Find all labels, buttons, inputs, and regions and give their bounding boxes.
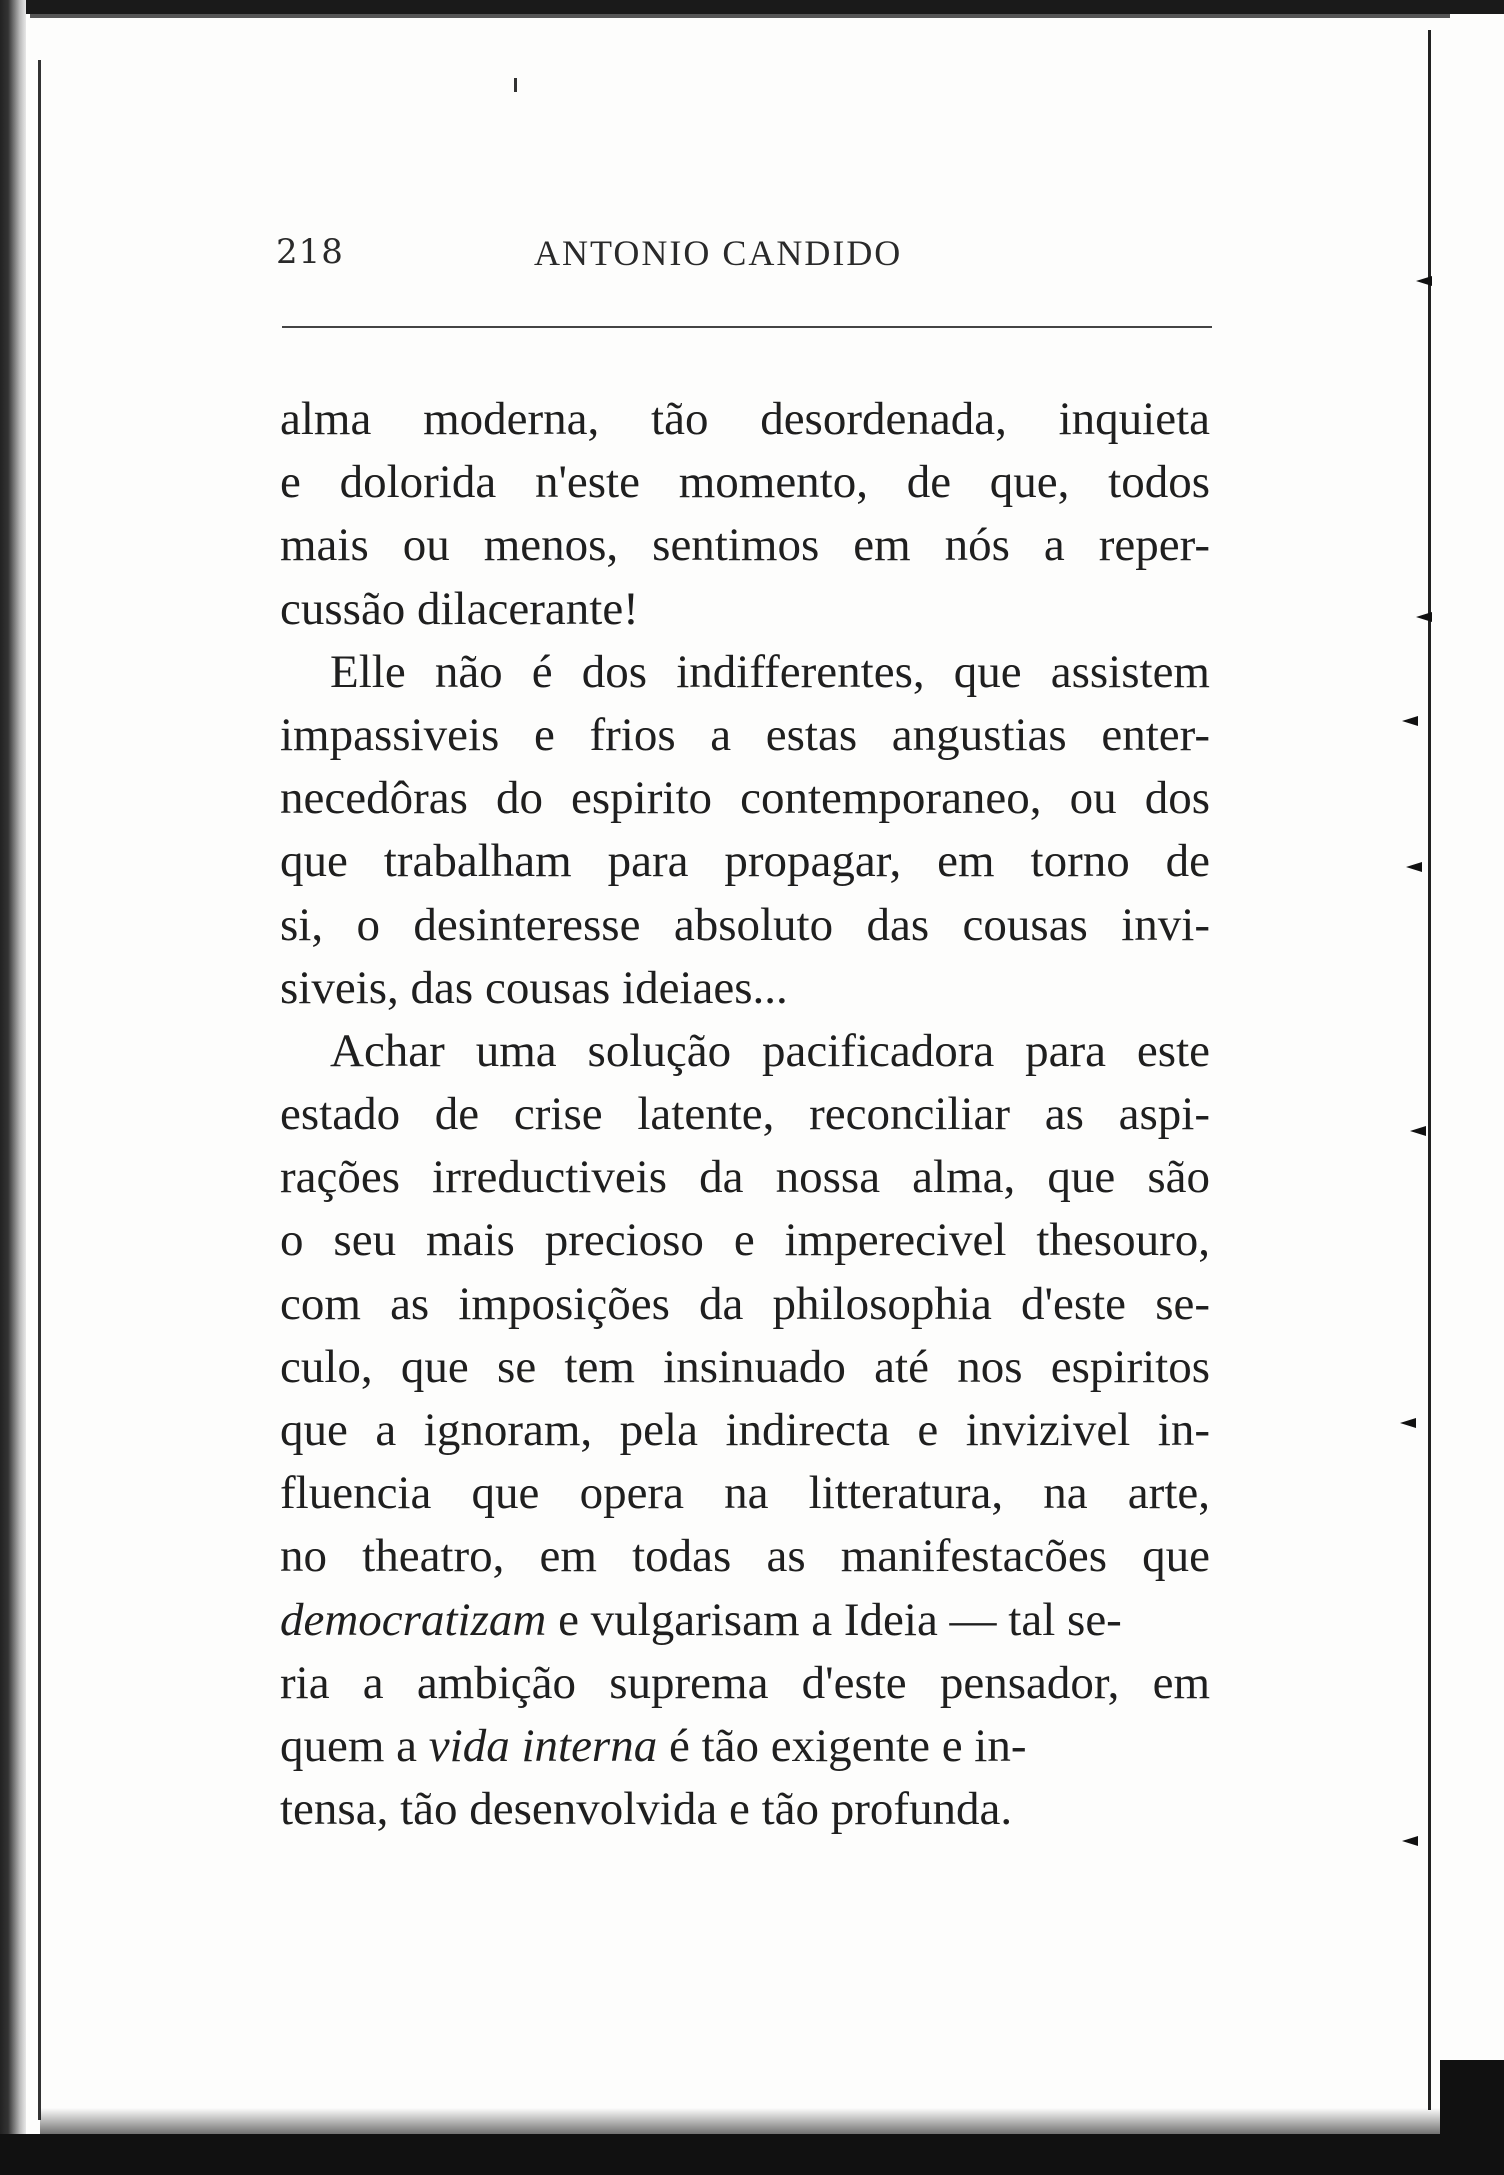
text-line: estado de crise latente, reconciliar as aspi-: [280, 1088, 1210, 1141]
text-line: impassiveis e frios a estas angustias enter-: [280, 708, 1210, 761]
header-rule: [282, 326, 1212, 328]
text-line: mais ou menos, sentimos em nós a reper-: [280, 519, 1210, 572]
text-line: que trabalham para propagar, em torno de: [280, 835, 1210, 888]
scan-edge-bottom: [0, 2134, 1504, 2175]
scan-edge-left: [0, 0, 26, 2175]
text-line: no theatro, em todas as manifestacões que: [280, 1530, 1210, 1583]
text-line: com as imposições da philosophia d'este se-: [280, 1277, 1210, 1330]
text-line: culo, que se tem insinuado até nos espiritos: [280, 1340, 1210, 1393]
scan-edge-corner: [1440, 2060, 1504, 2140]
margin-mark: [1400, 1418, 1416, 1428]
margin-mark: [1402, 716, 1418, 726]
text-run: quem a: [280, 1719, 429, 1772]
scan-speck: [514, 78, 517, 92]
margin-mark: [1410, 1126, 1426, 1136]
scan-edge-right-line: [1428, 30, 1431, 2110]
text-line: fluencia que opera na litteratura, na arte,: [280, 1467, 1210, 1520]
italic-term: democratizam: [280, 1593, 547, 1646]
text-line: si, o desinteresse absoluto das cousas invi-: [280, 898, 1210, 951]
scan-edge-left-line: [38, 60, 41, 2120]
scan-edge-top-line: [30, 14, 1450, 18]
text-line: cussão dilacerante!: [280, 582, 639, 635]
margin-mark: [1416, 276, 1432, 286]
text-line: alma moderna, tão desordenada, inquieta: [280, 393, 1210, 445]
text-run: é tão exigente e in-: [657, 1719, 1027, 1772]
page-number: 218: [276, 232, 344, 272]
text-run: e vulgarisam a Ideia — tal se-: [546, 1593, 1122, 1646]
text-line: Elle não é dos indifferentes, que assistem: [330, 645, 1210, 698]
text-line: que a ignoram, pela indirecta e invizivel in-: [280, 1404, 1210, 1456]
text-line-mixed: [280, 1715, 1210, 1778]
scan-edge-top: [0, 0, 1504, 14]
scan-shadow-bottom: [40, 2108, 1504, 2134]
text-line: o seu mais precioso e imperecivel thesouro,: [280, 1214, 1210, 1267]
text-line-mixed: [280, 1589, 1210, 1652]
margin-mark: [1416, 612, 1432, 622]
running-title: ANTONIO CANDIDO: [534, 233, 903, 273]
text-line: siveis, das cousas ideiaes...: [280, 961, 788, 1014]
text-line: Achar uma solução pacificadora para este: [330, 1024, 1210, 1077]
text-line: necedôras do espirito contemporaneo, ou dos: [280, 772, 1210, 825]
text-line: e dolorida n'este momento, de que, todos: [280, 456, 1210, 509]
italic-term: vida interna: [428, 1719, 658, 1772]
margin-mark: [1402, 1836, 1418, 1846]
body-text: [280, 388, 1210, 1841]
margin-mark: [1406, 862, 1422, 872]
text-line: tensa, tão desenvolvida e tão profunda.: [280, 1783, 1013, 1836]
text-line: ria a ambição suprema d'este pensador, em: [280, 1656, 1210, 1709]
text-line: rações irreductiveis da nossa alma, que são: [280, 1151, 1210, 1204]
